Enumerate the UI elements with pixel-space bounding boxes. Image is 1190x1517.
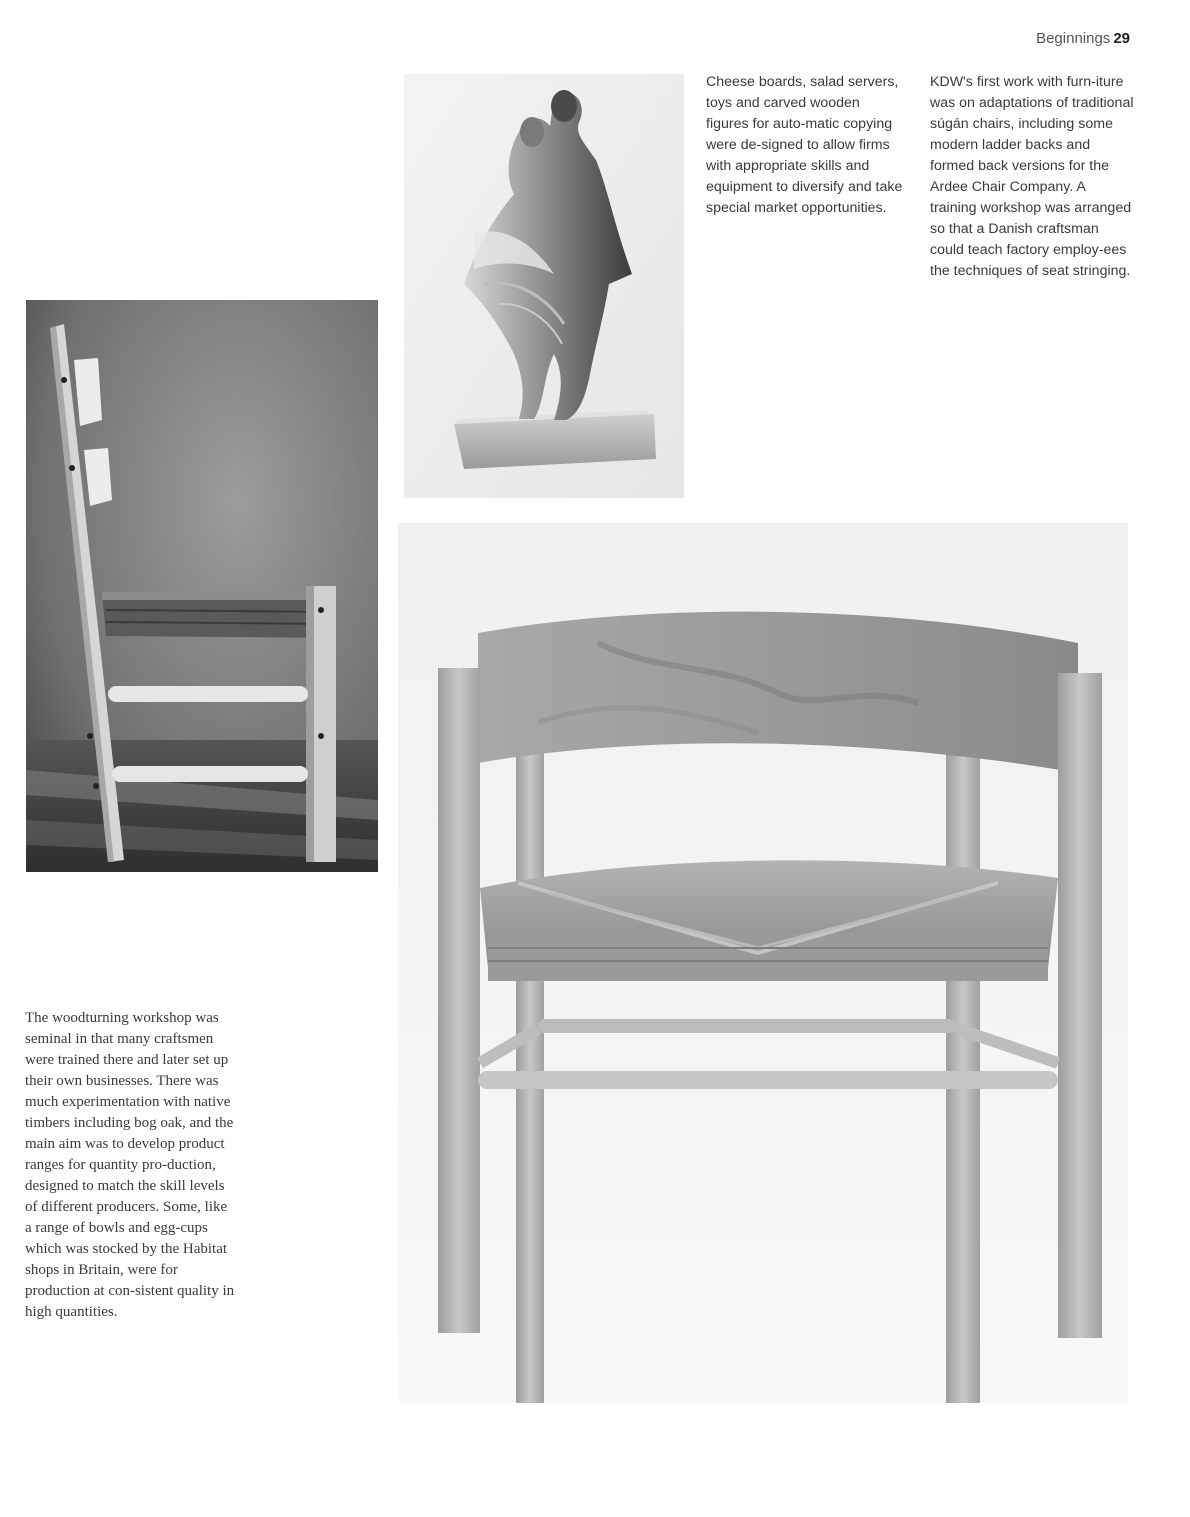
caption-wooden-figures: Cheese boards, salad servers, toys and carved wooden figures for auto-matic copying were de-signed to allow firms with appropriate skills and equipment to diversify and take special market opportunities. — [706, 74, 903, 216]
section-title: Beginnings — [1036, 30, 1111, 47]
ladder-back-chair-photo — [26, 300, 378, 872]
sugan-armchair-photo — [398, 523, 1128, 1403]
carved-dancers-sculpture-photo — [404, 74, 684, 498]
caption-sugan-chairs: KDW's first work with furn-iture was on adaptations of traditional súgán chairs, including some modern ladder backs and formed back versions for the Ardee Chair Company. A training workshop was arranged so that a Danish craftsman could teach factory employ-ees the techniques of seat stringing. — [930, 74, 1134, 279]
running-header — [1036, 30, 1130, 47]
caption-woodturning-workshop: The woodturning workshop was seminal in that many craftsmen were trained there and later set up their own businesses. There was much experimentation with native timbers including bog oak, and the main aim was to develop product ranges for quantity pro-duction, designed to match the skill levels of different producers. Some, like a range of bowls and egg-cups which was stocked by the Habitat shops in Britain, were for production at con-sistent quality in high quantities. — [25, 1010, 235, 1320]
page-number: 29 — [1113, 30, 1130, 47]
